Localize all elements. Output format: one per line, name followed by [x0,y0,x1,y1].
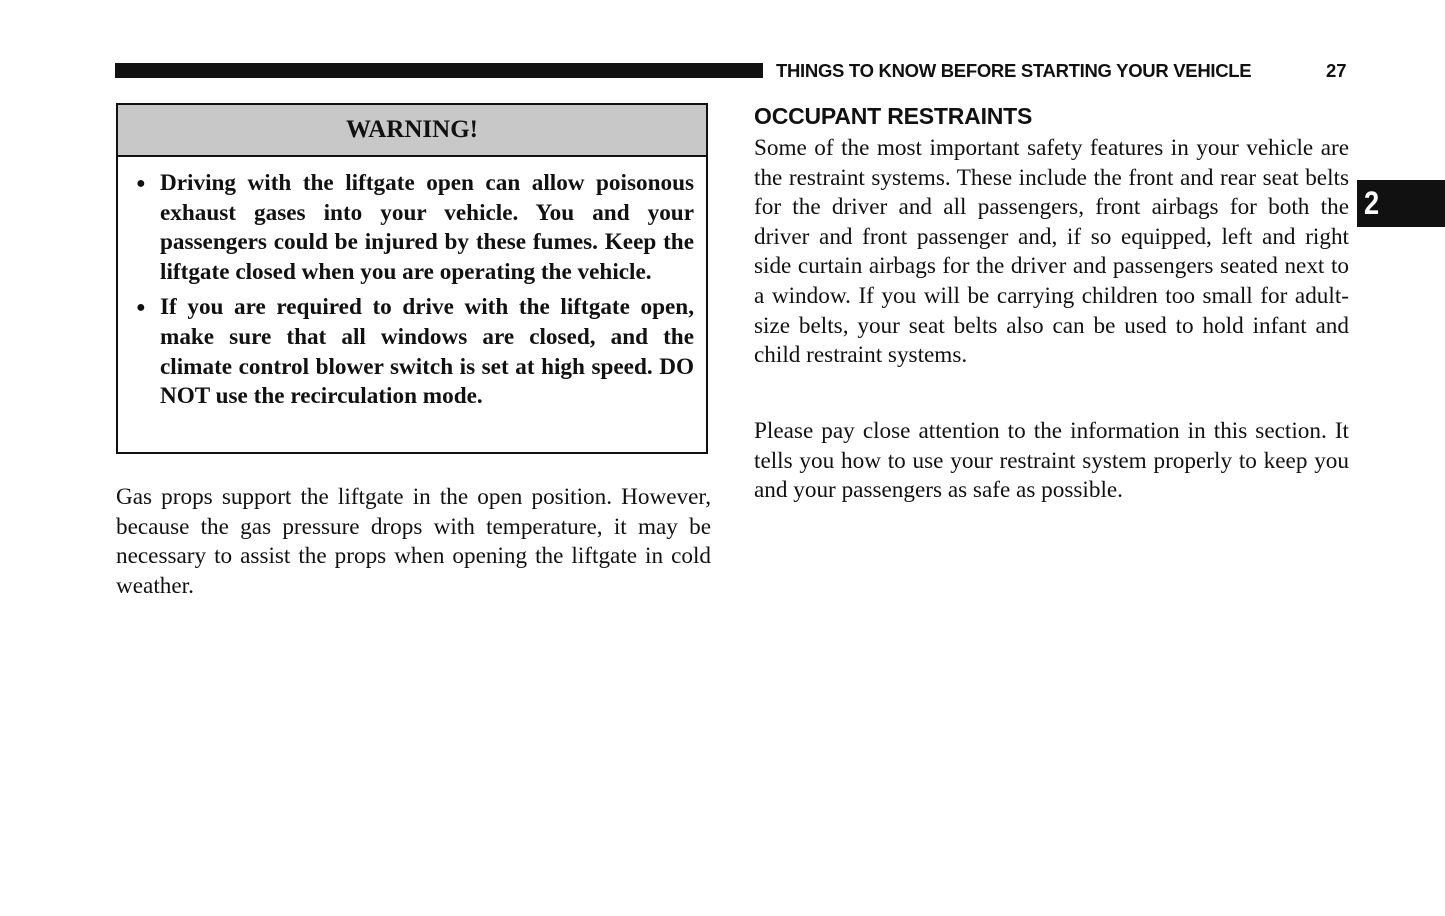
bullet-icon: ● [136,175,146,192]
restraints-paragraph: Some of the most important safety features in your vehicle are the restraint systems. These include the front and rear seat belts for the driver and all passengers, front airbags for both the driver and front passenger and, if so equipped, left and right side curtain airbags for the driver and passengers seated next to a window. If you will be carrying children too small for adult-size belts, your seat belts also can be used to hold infant and child restraint systems. [754,135,1349,369]
header-rule [115,63,763,78]
warning-box [116,103,708,454]
bullet-icon: ● [136,299,146,317]
section-title: OCCUPANT RESTRAINTS [754,103,1033,129]
warning-item-text: Driving with the liftgate open can allow poisonous exhaust gases into your vehicle. You and your passengers could be injured by these fumes. Keep the liftgate closed when you are operating the vehicle. [160,170,694,285]
warning-list [118,157,706,412]
warning-item [136,293,694,411]
warning-item [136,169,694,287]
warning-item-text: If you are required to drive with the liftgate open, make sure that all windows are closed, and the climate control blower switch is set at high speed. DO NOT use the recirculation mode. [160,294,694,410]
attention-paragraph: Please pay close attention to the information in this section. It tells you how to use your restraint system properly to keep you and your passengers as safe as possible. [754,418,1349,504]
running-header-title: THINGS TO KNOW BEFORE STARTING YOUR VEHICLE [776,60,1252,81]
chapter-tab [1357,180,1445,227]
gas-props-paragraph: Gas props support the liftgate in the open position. However, because the gas pressure drops with temperature, it may be necessary to assist the props when opening the liftgate in cold weather. [116,484,711,599]
warning-title: WARNING! [118,105,706,157]
page-number: 27 [1326,60,1347,81]
chapter-tab-label: 2 [1364,185,1380,221]
